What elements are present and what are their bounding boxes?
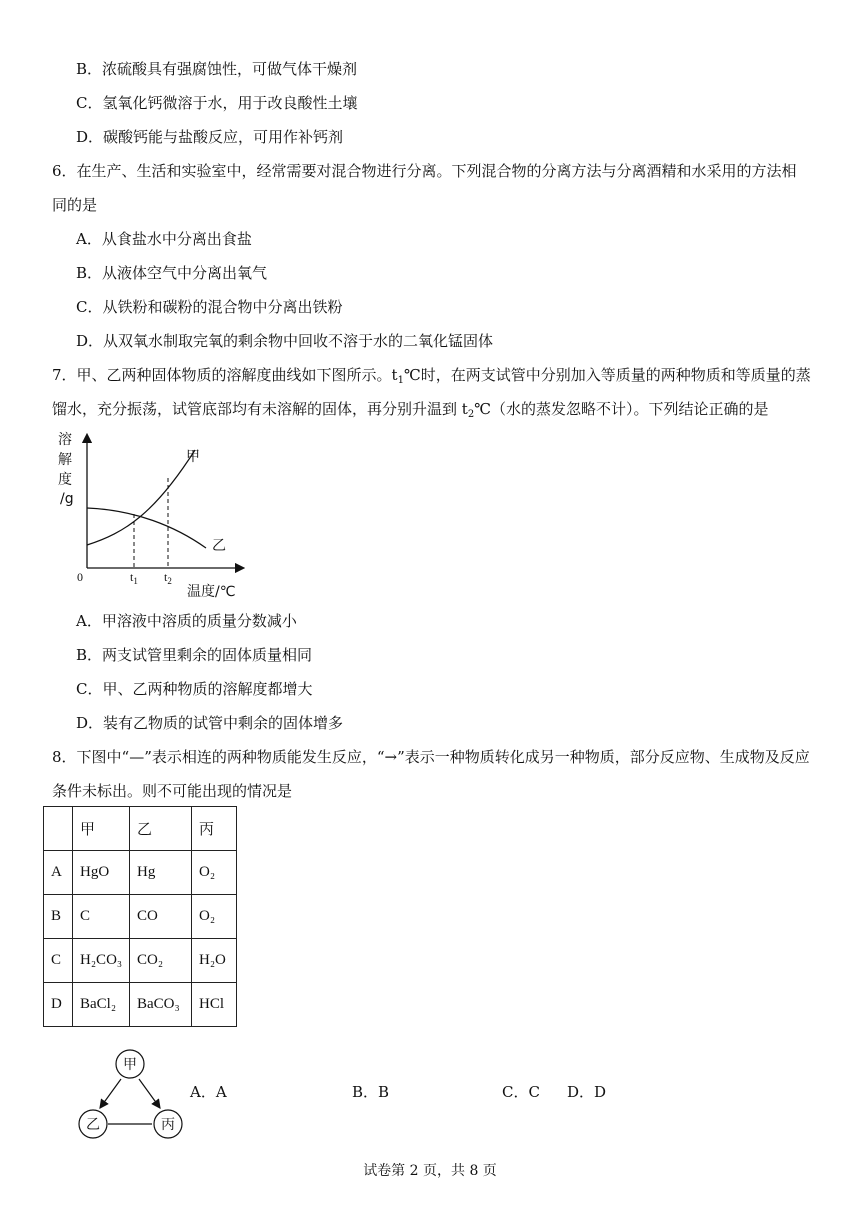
q6-option-a: A．从食盐水中分离出食盐: [76, 230, 252, 248]
table-cell: BaCl₂: [73, 983, 130, 1027]
table-cell: CO: [130, 895, 192, 939]
q6-stem-line2: 同的是: [52, 196, 98, 214]
y-label-3: 度: [58, 472, 72, 488]
q7-option-a: A．甲溶液中溶质的质量分数减小: [76, 612, 297, 630]
node-yi: 乙: [86, 1117, 100, 1133]
q8-answer-d: D．D: [567, 1083, 607, 1101]
x-axis-label: 温度/℃: [187, 584, 236, 600]
table-cell: B: [44, 895, 73, 939]
table-header-row: [44, 807, 237, 851]
q5-option-b: B．浓硫酸具有强腐蚀性，可做气体干燥剂: [76, 60, 358, 78]
table-cell: O₂: [192, 895, 237, 939]
q8-stem-line1: 8．下图中“—”表示相连的两种物质能发生反应，“→”表示一种物质转化成另一种物质，部分反应物、生成物及反应: [52, 748, 810, 766]
solubility-graph: [40, 428, 260, 603]
curve-jia-label: 甲: [186, 449, 200, 465]
arrow-jia-to-yi: [100, 1079, 121, 1108]
table-cell: HCl: [192, 983, 237, 1027]
table-cell: A: [44, 851, 73, 895]
origin-label: 0: [77, 570, 83, 584]
table-cell: CO₂: [130, 939, 192, 983]
table-cell: 乙: [130, 807, 192, 851]
table-row: [44, 851, 237, 895]
table-cell: 丙: [192, 807, 237, 851]
q5-option-d: D．碳酸钙能与盐酸反应，可用作补钙剂: [76, 128, 344, 146]
curve-jia: [87, 450, 195, 545]
t2-label: $t_2$: [164, 570, 172, 586]
q8-stem-line2: 条件未标出。则不可能出现的情况是: [52, 782, 293, 800]
node-jia: 甲: [123, 1057, 137, 1073]
arrow-jia-to-bing: [139, 1079, 160, 1108]
y-label-1: 溶: [58, 432, 72, 448]
curve-yi-label: 乙: [212, 538, 226, 554]
q7-stem-line2: 馏水，充分振荡，试管底部均有未溶解的固体，再分别升温到 $t_2℃$（水的蒸发忽略不计）。下列结论正确的是: [52, 400, 769, 420]
q8-answer-c: C．C: [502, 1083, 540, 1101]
table-cell: H₂CO₃: [73, 939, 130, 983]
table-cell: O₂: [192, 851, 237, 895]
table-cell: [44, 807, 73, 851]
q6-option-b: B．从液体空气中分离出氧气: [76, 264, 268, 282]
q7-option-c: C．甲、乙两种物质的溶解度都增大: [76, 680, 313, 698]
table-row: [44, 983, 237, 1027]
t1-label: $t_1$: [130, 570, 138, 586]
table-cell: BaCO₃: [130, 983, 192, 1027]
q8-answer-a: A．A: [190, 1083, 227, 1101]
table-cell: C: [44, 939, 73, 983]
q6-stem-line1: 6．在生产、生活和实验室中，经常需要对混合物进行分离。下列混合物的分离方法与分离酒精和水采用的方法相: [52, 162, 797, 180]
table-cell: C: [73, 895, 130, 939]
table-cell: D: [44, 983, 73, 1027]
q7-option-b: B．两支试管里剩余的固体质量相同: [76, 646, 313, 664]
q8-answer-b: B．B: [352, 1083, 390, 1101]
relationship-diagram: [72, 1042, 194, 1142]
y-label-4: /g: [60, 491, 74, 507]
q8-substance-table: [43, 806, 237, 1027]
q7-option-d: D．装有乙物质的试管中剩余的固体增多: [76, 714, 344, 732]
table-row: [44, 939, 237, 983]
q7-stem-line1: 7．甲、乙两种固体物质的溶解度曲线如下图所示。$t_1℃$时，在两支试管中分别加入等质量的两种物质和等质量的蒸: [52, 366, 811, 386]
q6-option-d: D．从双氧水制取完氧的剩余物中回收不溶于水的二氧化锰固体: [76, 332, 494, 350]
q6-option-c: C．从铁粉和碳粉的混合物中分离出铁粉: [76, 298, 343, 316]
curve-yi: [87, 508, 206, 548]
table-cell: H₂O: [192, 939, 237, 983]
q5-option-c: C．氢氧化钙微溶于水，用于改良酸性土壤: [76, 94, 358, 112]
page-footer: 试卷第 2 页，共 8 页: [363, 1163, 497, 1179]
node-bing: 丙: [161, 1117, 175, 1133]
y-label-2: 解: [58, 452, 72, 468]
table-cell: HgO: [73, 851, 130, 895]
table-row: [44, 895, 237, 939]
table-cell: 甲: [73, 807, 130, 851]
table-cell: Hg: [130, 851, 192, 895]
